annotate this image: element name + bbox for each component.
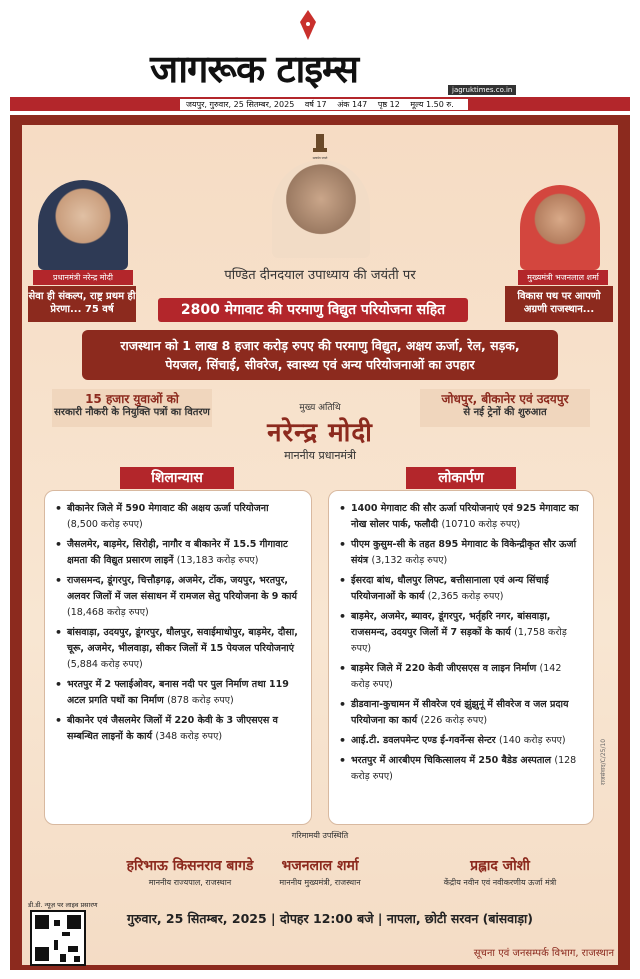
lokarpan-heading: लोकार्पण [406, 467, 516, 489]
list-item: • बीकानेर जिले में 590 मेगावाट की अक्षय ऊर्जा परियोजना (8,500 करोड़ रुपए) [55, 501, 301, 533]
trains-box [420, 389, 590, 427]
pm-portrait [38, 180, 128, 270]
shilanyas-heading: शिलान्यास [120, 467, 234, 489]
list-item: • बाड़मेर जिले में 220 केवी जीएसएस व लाइन निर्माण (142 करोड़ रुपए) [339, 661, 583, 693]
megawatt-banner: 2800 मेगावाट की परमाणु विद्युत परियोजना सहित [158, 298, 468, 322]
qr-label: डी.डी. न्यूज़ पर लाइव प्रसारण [28, 901, 98, 909]
event-details: गुरुवार, 25 सितम्बर, 2025 | दोपहर 12:00 बजे | नापला, छोटी सरवन (बांसवाड़ा) [127, 911, 533, 926]
dignitary-role: माननीय मुख्यमंत्री, राजस्थान [279, 878, 361, 887]
dignitary-minister [410, 856, 590, 888]
department-credit: सूचना एवं जनसम्पर्क विभाग, राजस्थान [473, 948, 614, 959]
chief-guest-name: नरेन्द्र मोदी [267, 418, 373, 448]
pm-caption: प्रधानमंत्री नरेन्द्र मोदी [33, 270, 133, 285]
newspaper-logo[interactable]: जागरूक टाइम्स [150, 47, 359, 91]
cm-slogan: विकास पथ पर आपणो अग्रणी राजस्थान... [505, 286, 613, 322]
dignitary-governor [100, 856, 280, 888]
jayanti-heading: पण्डित दीनदयाल उपाध्याय की जयंती पर [224, 268, 416, 283]
list-item: • भरतपुर में 2 फ्लाईओवर, बनास नदी पर पुल निर्माण तथा 119 अटल प्रगति पथों का निर्माण (878 करोड़ रुपए) [55, 677, 301, 709]
qr-code[interactable] [30, 910, 86, 966]
issue-date: जयपुर, गुरुवार, 25 सितम्बर, 2025 [186, 100, 295, 109]
dignitary-name: हरिभाऊ किसनराव बागडे [126, 858, 254, 874]
national-emblem-icon [310, 130, 330, 160]
trains-box-text: से नई ट्रेनों की शुरुआत [463, 407, 547, 418]
dignitary-name: प्रह्लाद जोशी [470, 858, 530, 874]
dignitary-role: केंद्रीय नवीन एवं नवीकरणीय ऊर्जा मंत्री [443, 878, 557, 887]
cm-portrait [520, 185, 600, 270]
trains-box-title: जोधपुर, बीकानेर एवं उदयपुर [441, 392, 569, 406]
issue-info [180, 99, 468, 110]
cm-caption: मुख्यमंत्री भजनलाल शर्मा [518, 270, 608, 285]
gift-banner [82, 330, 558, 380]
shilanyas-list [44, 490, 312, 825]
issue-price: मूल्य 1.50 रु. [410, 100, 454, 109]
pen-nib-icon [298, 10, 318, 40]
issue-pages: पृष्ठ 12 [377, 100, 400, 109]
jobs-box-text: सरकारी नौकरी के नियुक्ति पत्रों का वितरण [54, 407, 210, 418]
jobs-box [52, 389, 212, 427]
dignitary-name: भजनलाल शर्मा [281, 858, 359, 874]
list-item: • 1400 मेगावाट की सौर ऊर्जा परियोजनाएं एवं 925 मेगावाट का नोख सोलर पार्क, फलौदी (10710 करोड़ रुपए) [339, 501, 583, 533]
masthead [150, 10, 450, 91]
website-label[interactable]: jagruktimes.co.in [448, 85, 516, 95]
issue-year: वर्ष 17 [304, 100, 327, 109]
list-item: • आई.टी. डवलपमेन्ट एण्ड ई-गवर्नेन्स सेन्टर (140 करोड़ रुपए) [339, 733, 583, 749]
vertical-tag: राजसंवाद/C/25/10 [600, 738, 607, 785]
gift-line-1: राजस्थान को 1 लाख 8 हजार करोड़ रुपए की परमाणु विद्युत, अक्षय ऊर्जा, रेल, सड़क, [120, 338, 520, 353]
list-item: • ईसरदा बांध, धौलपुर लिफ्ट, बत्तीसानाला एवं अन्य सिंचाई परियोजनाओं के कार्य (2,365 करोड़ रुपए) [339, 573, 583, 605]
dignitary-role: माननीय राज्यपाल, राजस्थान [148, 878, 232, 887]
list-item: • डीडवाना-कुचामन में सीवरेज एवं झुंझुनूं में सीवरेज व जल प्रदाय परियोजना का कार्य (226 करोड़ रुपए) [339, 697, 583, 729]
list-item: • जैसलमेर, बाड़मेर, सिरोही, नागौर व बीकानेर में 15.5 गीगावाट क्षमता की विद्युत प्रसारण लाइनें (13,183 करोड़ रुपए) [55, 537, 301, 569]
gift-line-2: पेयजल, सिंचाई, सीवरेज, स्वास्थ्य एवं अन्य परियोजनाओं का उपहार [165, 357, 475, 372]
jobs-box-title: 15 हजार युवाओं को [85, 392, 179, 406]
issue-number: अंक 147 [337, 100, 368, 109]
dignitaries-label: गरिमामयी उपस्थिति [291, 831, 349, 840]
list-item: • राजसमन्द, डूंगरपुर, चित्तौड़गढ़, अजमेर, टोंक, जयपुर, भरतपुर, अलवर जिलों में जल संसाधन में रामजल सेतु परियोजना के 9 कार्य (18,468 करोड़ रुपए) [55, 573, 301, 621]
chief-guest-label: मुख्य अतिथि [299, 403, 341, 413]
deendayal-upadhyay-portrait [272, 160, 370, 258]
dignitary-cm [255, 856, 385, 888]
lokarpan-list [328, 490, 594, 825]
pm-slogan: सेवा ही संकल्प, राष्ट्र प्रथम ही प्रेरणा... 75 वर्ष [28, 286, 136, 322]
list-item: • पीएम कुसुम-सी के तहत 895 मेगावाट के विकेन्द्रीकृत सौर ऊर्जा संयंत्र (3,132 करोड़ रुपए) [339, 537, 583, 569]
list-item: • भरतपुर में आरबीएम चिकित्सालय में 250 बैडेड अस्पताल (128 करोड़ रुपए) [339, 753, 583, 785]
list-item: • बीकानेर एवं जैसलमेर जिलों में 220 केवी के 3 जीएसएस व सम्बन्धित लाइनों के कार्य (348 करोड़ रुपए) [55, 713, 301, 745]
emblem-caption: सत्यमेव जयते [312, 156, 328, 160]
list-item: • बाड़मेर, अजमेर, ब्यावर, डूंगरपुर, भर्तृहरि नगर, बांसवाड़ा, राजसमन्द, उदयपुर जिलों में 7 सड़कों के कार्य (1,758 करोड़ रुपए) [339, 609, 583, 657]
chief-guest-title: माननीय प्रधानमंत्री [284, 449, 356, 462]
list-item: • बांसवाड़ा, उदयपुर, डूंगरपुर, धौलपुर, सवाईमाधोपुर, बाड़मेर, दौसा, चूरू, अजमेर, भीलवाड़ा, सीकर जिलों में 15 पेयजल परियोजनाएं (5,884 करोड़ रुपए) [55, 625, 301, 673]
